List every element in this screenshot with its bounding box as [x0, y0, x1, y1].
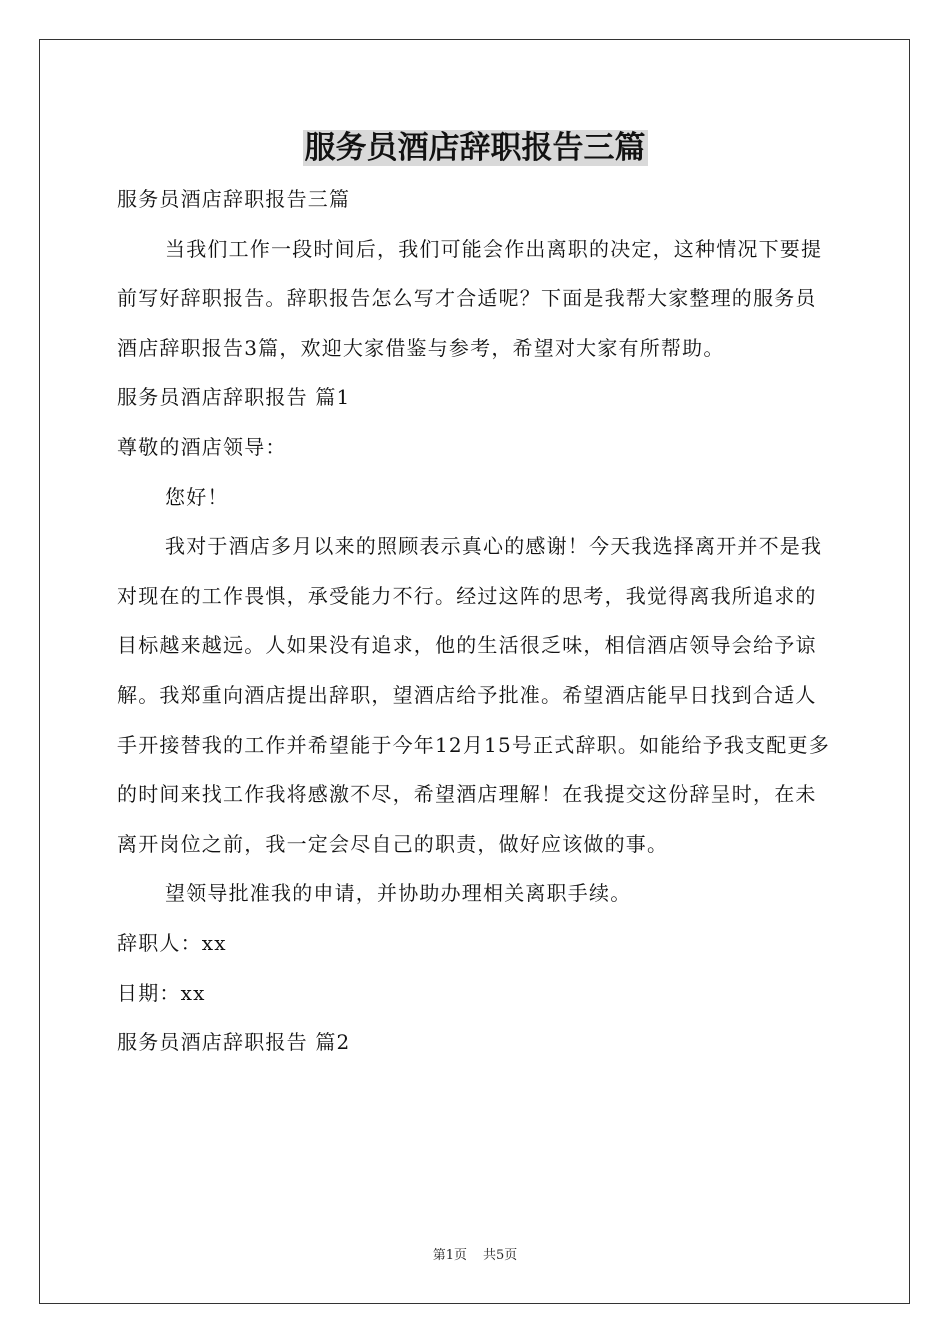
- current-page-label: 第1页: [432, 1248, 467, 1263]
- intro-paragraph: 当我们工作一段时间后，我们可能会作出离职的决定，这种情况下要提前写好辞职报告。辞职报告怎么写才合适呢？下面是我帮大家整理的服务员酒店辞职报告3篇，欢迎大家借鉴与参考，希望对大家有所帮助。: [117, 236, 823, 360]
- closing-request: 望领导批准我的申请，并协助办理相关离职手续。: [165, 881, 632, 906]
- signer-line: 辞职人：xx: [117, 930, 227, 955]
- date-line: 日期：xx: [117, 980, 206, 1005]
- section-heading-1: 服务员酒店辞职报告 篇1: [117, 385, 351, 410]
- greeting: 您好！: [165, 484, 229, 509]
- section-heading-2: 服务员酒店辞职报告 篇2: [117, 1030, 351, 1055]
- salutation: 尊敬的酒店领导：: [117, 434, 287, 459]
- letter-body-paragraph: 我对于酒店多月以来的照顾表示真心的感谢！今天我选择离开并不是我对现在的工作畏惧，承受能力不行。经过这阵的思考，我觉得离我所追求的目标越来越远。人如果没有追求，他的生活很乏味，相信酒店领导会给予谅解。我郑重向酒店提出辞职，望酒店给予批准。希望酒店能早日找到合适人手开接替我的工作并希望能于今年12月15号正式辞职。如能给予我支配更多的时间来找工作我将感激不尽，希望酒店理解！在我提交这份辞呈时，在未离开岗位之前，我一定会尽自己的职责，做好应该做的事。: [117, 534, 830, 856]
- document-title-text: 服务员酒店辞职报告三篇: [304, 130, 646, 166]
- document-body: [117, 175, 837, 1068]
- document-title: [0, 126, 950, 170]
- page-footer: [0, 1247, 950, 1265]
- total-pages-label: 共5页: [483, 1248, 518, 1263]
- subtitle-paragraph: 服务员酒店辞职报告三篇: [117, 187, 351, 211]
